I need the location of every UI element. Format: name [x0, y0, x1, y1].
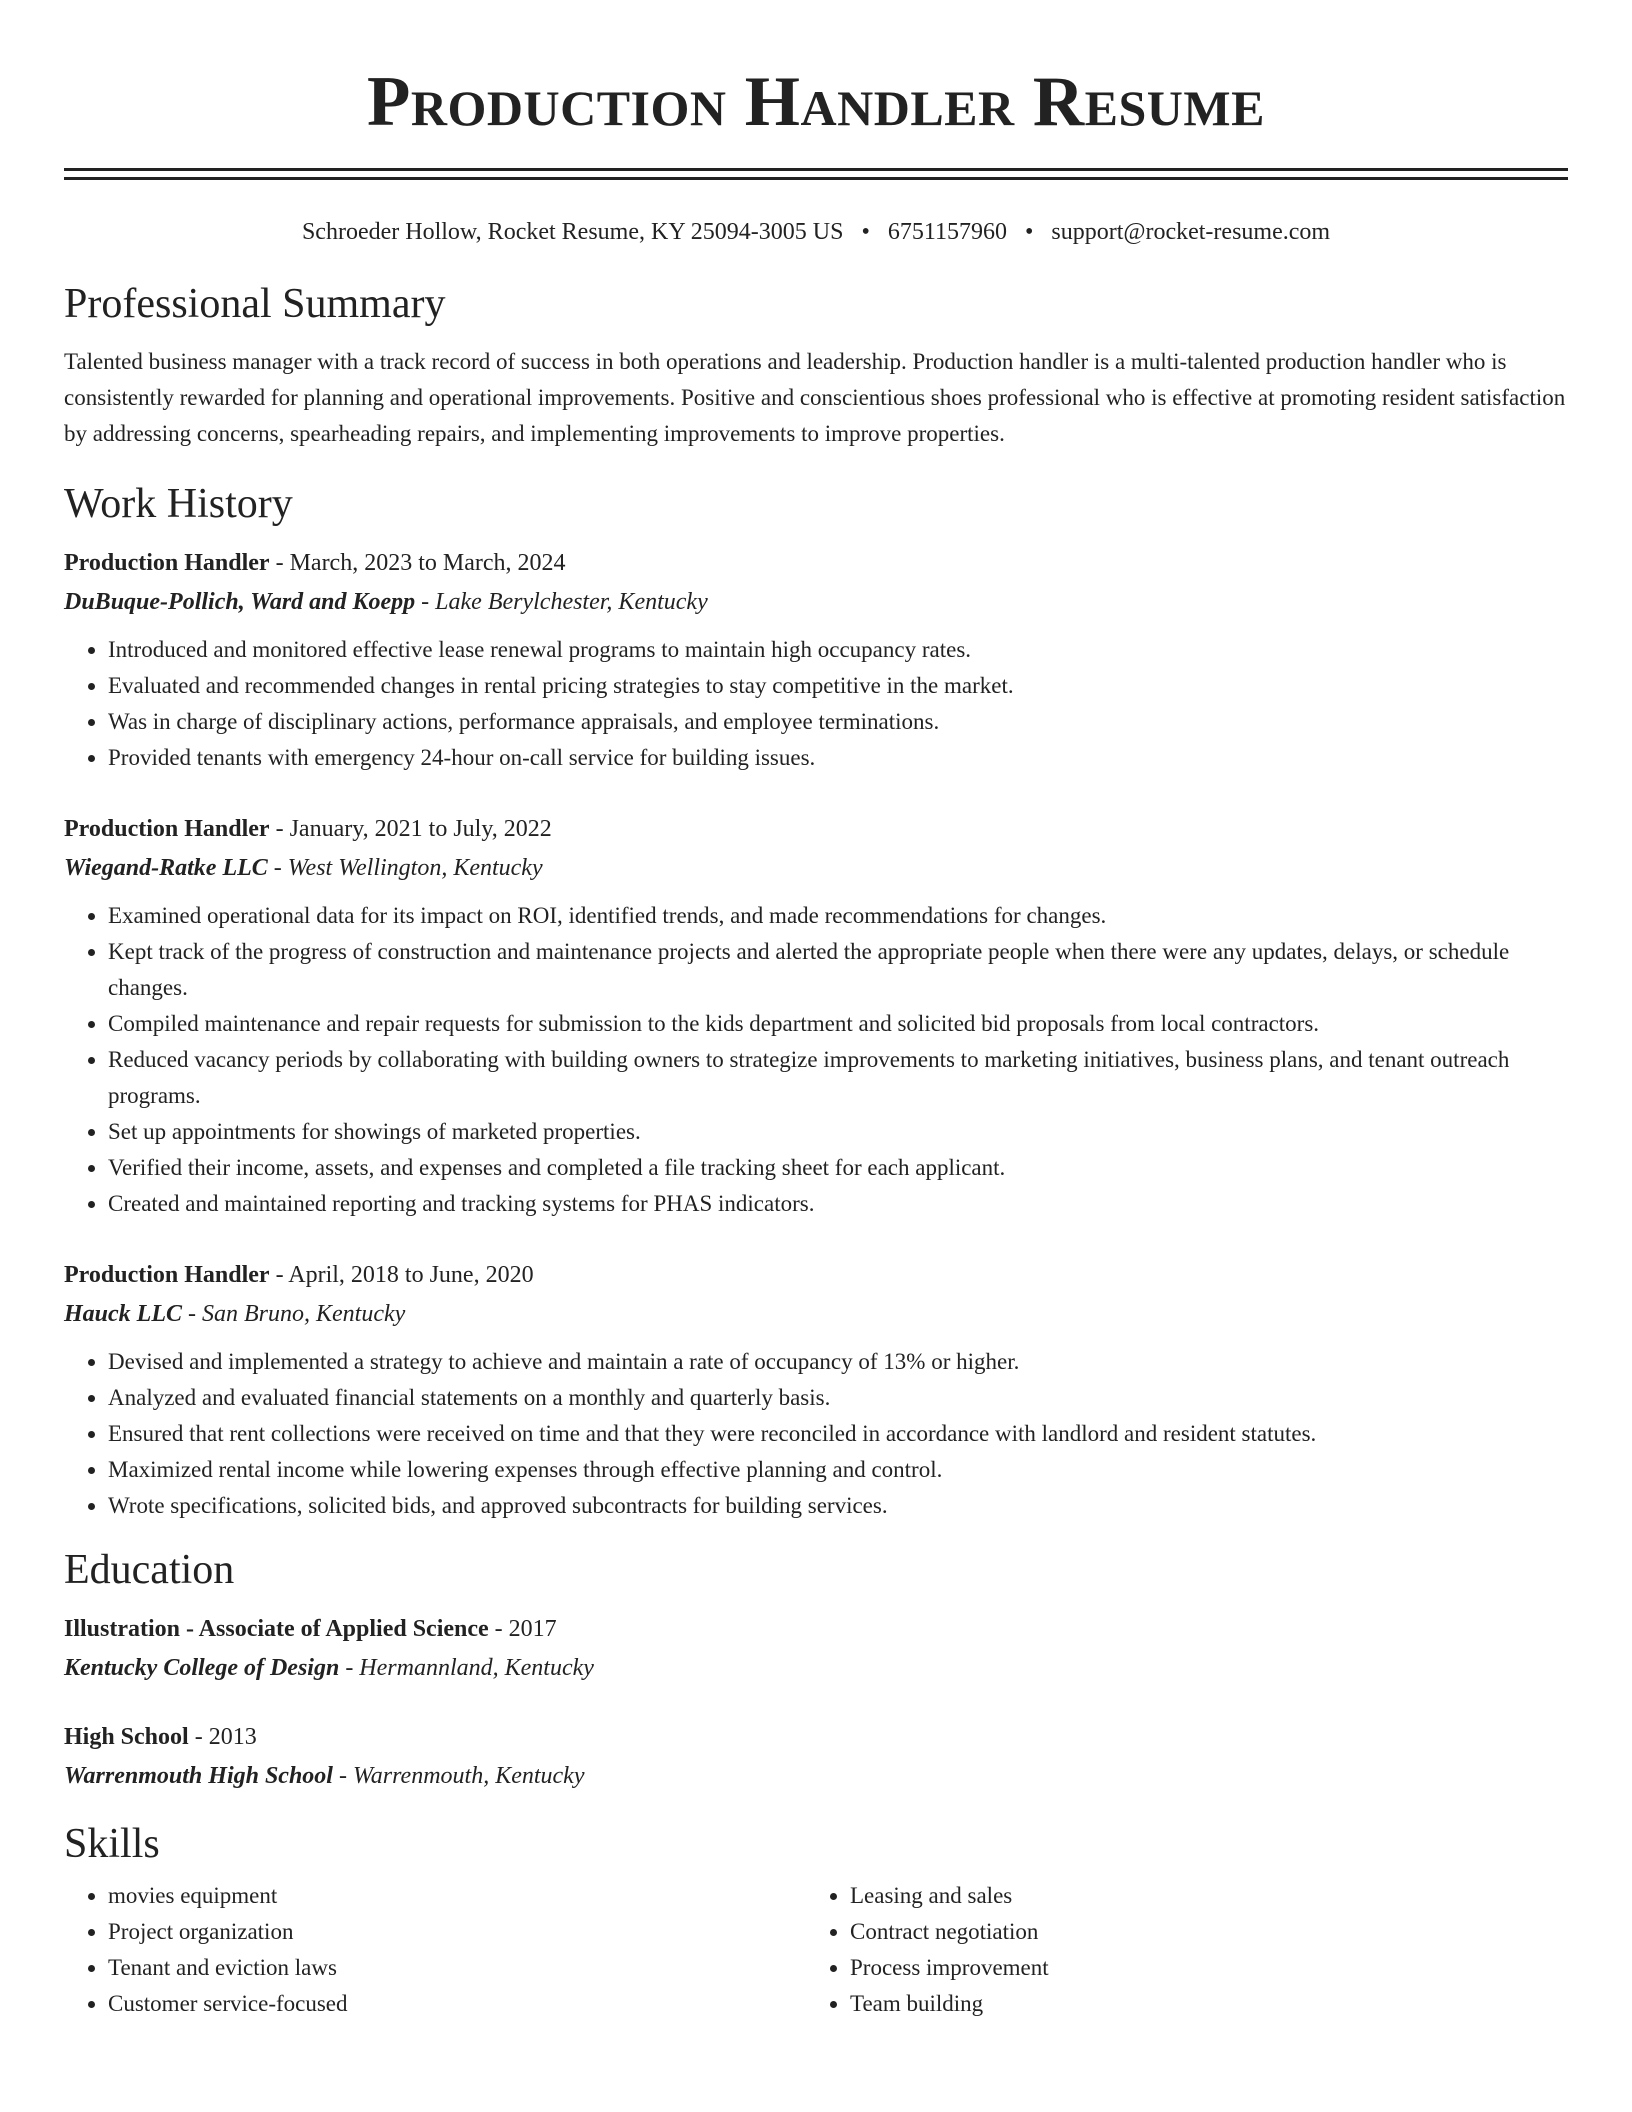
education-school-line — [64, 1648, 1568, 1688]
job-bullet: • Analyzed and evaluated financial statements on a monthly and quarterly basis. — [108, 1380, 1568, 1416]
summary-text: Talented business manager with a track record of success in both operations and leadership. Production handler is a multi-talented production handler who is consistently rewarded for planning and operational improvements. Positive and conscientious shoes professional who is effective at promoting resident satisfaction by addressing concerns, spearheading repairs, and implementing improvements to improve properties. — [64, 349, 1566, 446]
skill-item: • movies equipment — [108, 1878, 806, 1914]
skill-item: • Project organization — [108, 1914, 806, 1950]
job-dates: - April, 2018 to June, 2020 — [269, 1262, 534, 1288]
job-dates: - January, 2021 to July, 2022 — [269, 816, 552, 842]
skill-item: • Customer service-focused — [108, 1986, 806, 2022]
skills-column-left — [64, 1878, 806, 2022]
education-year: - 2017 — [488, 1616, 557, 1642]
skill-item: • Team building — [850, 1986, 1548, 2022]
job-title: Production Handler — [64, 816, 270, 842]
contact-separator: • — [861, 219, 870, 245]
contact-separator: • — [1024, 219, 1034, 245]
education-location: - Hermannland, Kentucky — [339, 1655, 594, 1681]
job-title-line — [64, 1256, 1568, 1294]
job-bullets — [64, 898, 1568, 1222]
skills-grid — [64, 1878, 1568, 2022]
job-bullet: • Examined operational data for its impact on ROI, identified trends, and made recommendations for changes. — [108, 898, 1568, 934]
education-school: Kentucky College of Design — [64, 1655, 340, 1681]
job-bullets — [64, 1344, 1568, 1524]
job-company: Hauck LLC — [64, 1301, 182, 1327]
document-title: Production Handler Resume — [367, 63, 1265, 141]
education-degree-line — [64, 1718, 1568, 1756]
job-title: Production Handler — [64, 550, 270, 576]
job-title: Production Handler — [64, 1262, 270, 1288]
title-divider — [64, 168, 1568, 180]
job-dates: - March, 2023 to March, 2024 — [269, 550, 566, 576]
job-bullet: • Compiled maintenance and repair requests for submission to the kids department and solicited bid proposals from local contractors. — [108, 1006, 1568, 1042]
education-school: Warrenmouth High School — [64, 1763, 333, 1789]
education-location: - Warrenmouth, Kentucky — [332, 1763, 585, 1789]
job-bullet: • Provided tenants with emergency 24-hour on-call service for building issues. — [108, 740, 1568, 776]
skill-item: • Leasing and sales — [850, 1878, 1548, 1914]
contact-line — [64, 216, 1568, 248]
education-degree-line — [64, 1610, 1568, 1648]
job-entry — [64, 544, 1568, 776]
job-company-line — [64, 582, 1568, 622]
job-bullet: • Kept track of the progress of construction and maintenance projects and alerted the appropriate people when there were any updates, delays, or schedule changes. — [108, 934, 1568, 1006]
job-title-line — [64, 544, 1568, 582]
job-bullet: • Set up appointments for showings of marketed properties. — [108, 1114, 1568, 1150]
job-bullet: • Introduced and monitored effective lease renewal programs to maintain high occupancy rates. — [108, 632, 1568, 668]
skills-heading: Skills — [64, 1821, 160, 1867]
education-degree: Illustration - Associate of Applied Science — [64, 1616, 489, 1642]
education-entry — [64, 1610, 1568, 1688]
job-bullet: • Wrote specifications, solicited bids, and approved subcontracts for building services. — [108, 1488, 1568, 1524]
skill-item: • Contract negotiation — [850, 1914, 1548, 1950]
job-location: - San Bruno, Kentucky — [182, 1301, 406, 1327]
summary-heading: Professional Summary — [64, 281, 446, 327]
contact-address: Schroeder Hollow, Rocket Resume, KY 25094-3005 US — [301, 219, 844, 245]
work-history-heading: Work History — [64, 481, 293, 527]
job-company: DuBuque-Pollich, Ward and Koepp — [64, 589, 416, 615]
job-bullet: • Reduced vacancy periods by collaborating with building owners to strategize improvements to marketing initiatives, business plans, and tenant outreach programs. — [108, 1042, 1568, 1114]
job-bullets — [64, 632, 1568, 776]
job-company: Wiegand-Ratke LLC — [64, 855, 268, 881]
job-bullet: • Devised and implemented a strategy to achieve and maintain a rate of occupancy of 13% or higher. — [108, 1344, 1568, 1380]
job-location: - West Wellington, Kentucky — [267, 855, 543, 881]
job-bullet: • Evaluated and recommended changes in rental pricing strategies to stay competitive in the market. — [108, 668, 1568, 704]
education-school-line — [64, 1756, 1568, 1796]
job-bullet: • Maximized rental income while lowering expenses through effective planning and control. — [108, 1452, 1568, 1488]
job-bullet: • Created and maintained reporting and tracking systems for PHAS indicators. — [108, 1186, 1568, 1222]
contact-phone: 6751157960 — [887, 219, 1007, 245]
job-bullet: • Ensured that rent collections were received on time and that they were reconciled in accordance with landlord and resident statutes. — [108, 1416, 1568, 1452]
job-entry — [64, 810, 1568, 1222]
job-title-line — [64, 810, 1568, 848]
skills-column-right — [806, 1878, 1548, 2022]
job-company-line — [64, 1294, 1568, 1334]
job-company-line — [64, 848, 1568, 888]
job-bullet: • Verified their income, assets, and expenses and completed a file tracking sheet for each applicant. — [108, 1150, 1568, 1186]
education-entry — [64, 1718, 1568, 1796]
skill-item: • Process improvement — [850, 1950, 1548, 1986]
job-location: - Lake Berylchester, Kentucky — [415, 589, 708, 615]
education-degree: High School — [64, 1724, 189, 1750]
job-bullet: • Was in charge of disciplinary actions, performance appraisals, and employee terminations. — [108, 704, 1568, 740]
education-year: - 2013 — [188, 1724, 257, 1750]
education-heading: Education — [64, 1547, 235, 1593]
job-entry — [64, 1256, 1568, 1524]
contact-email: support@rocket-resume.com — [1051, 219, 1331, 245]
skill-item: • Tenant and eviction laws — [108, 1950, 806, 1986]
